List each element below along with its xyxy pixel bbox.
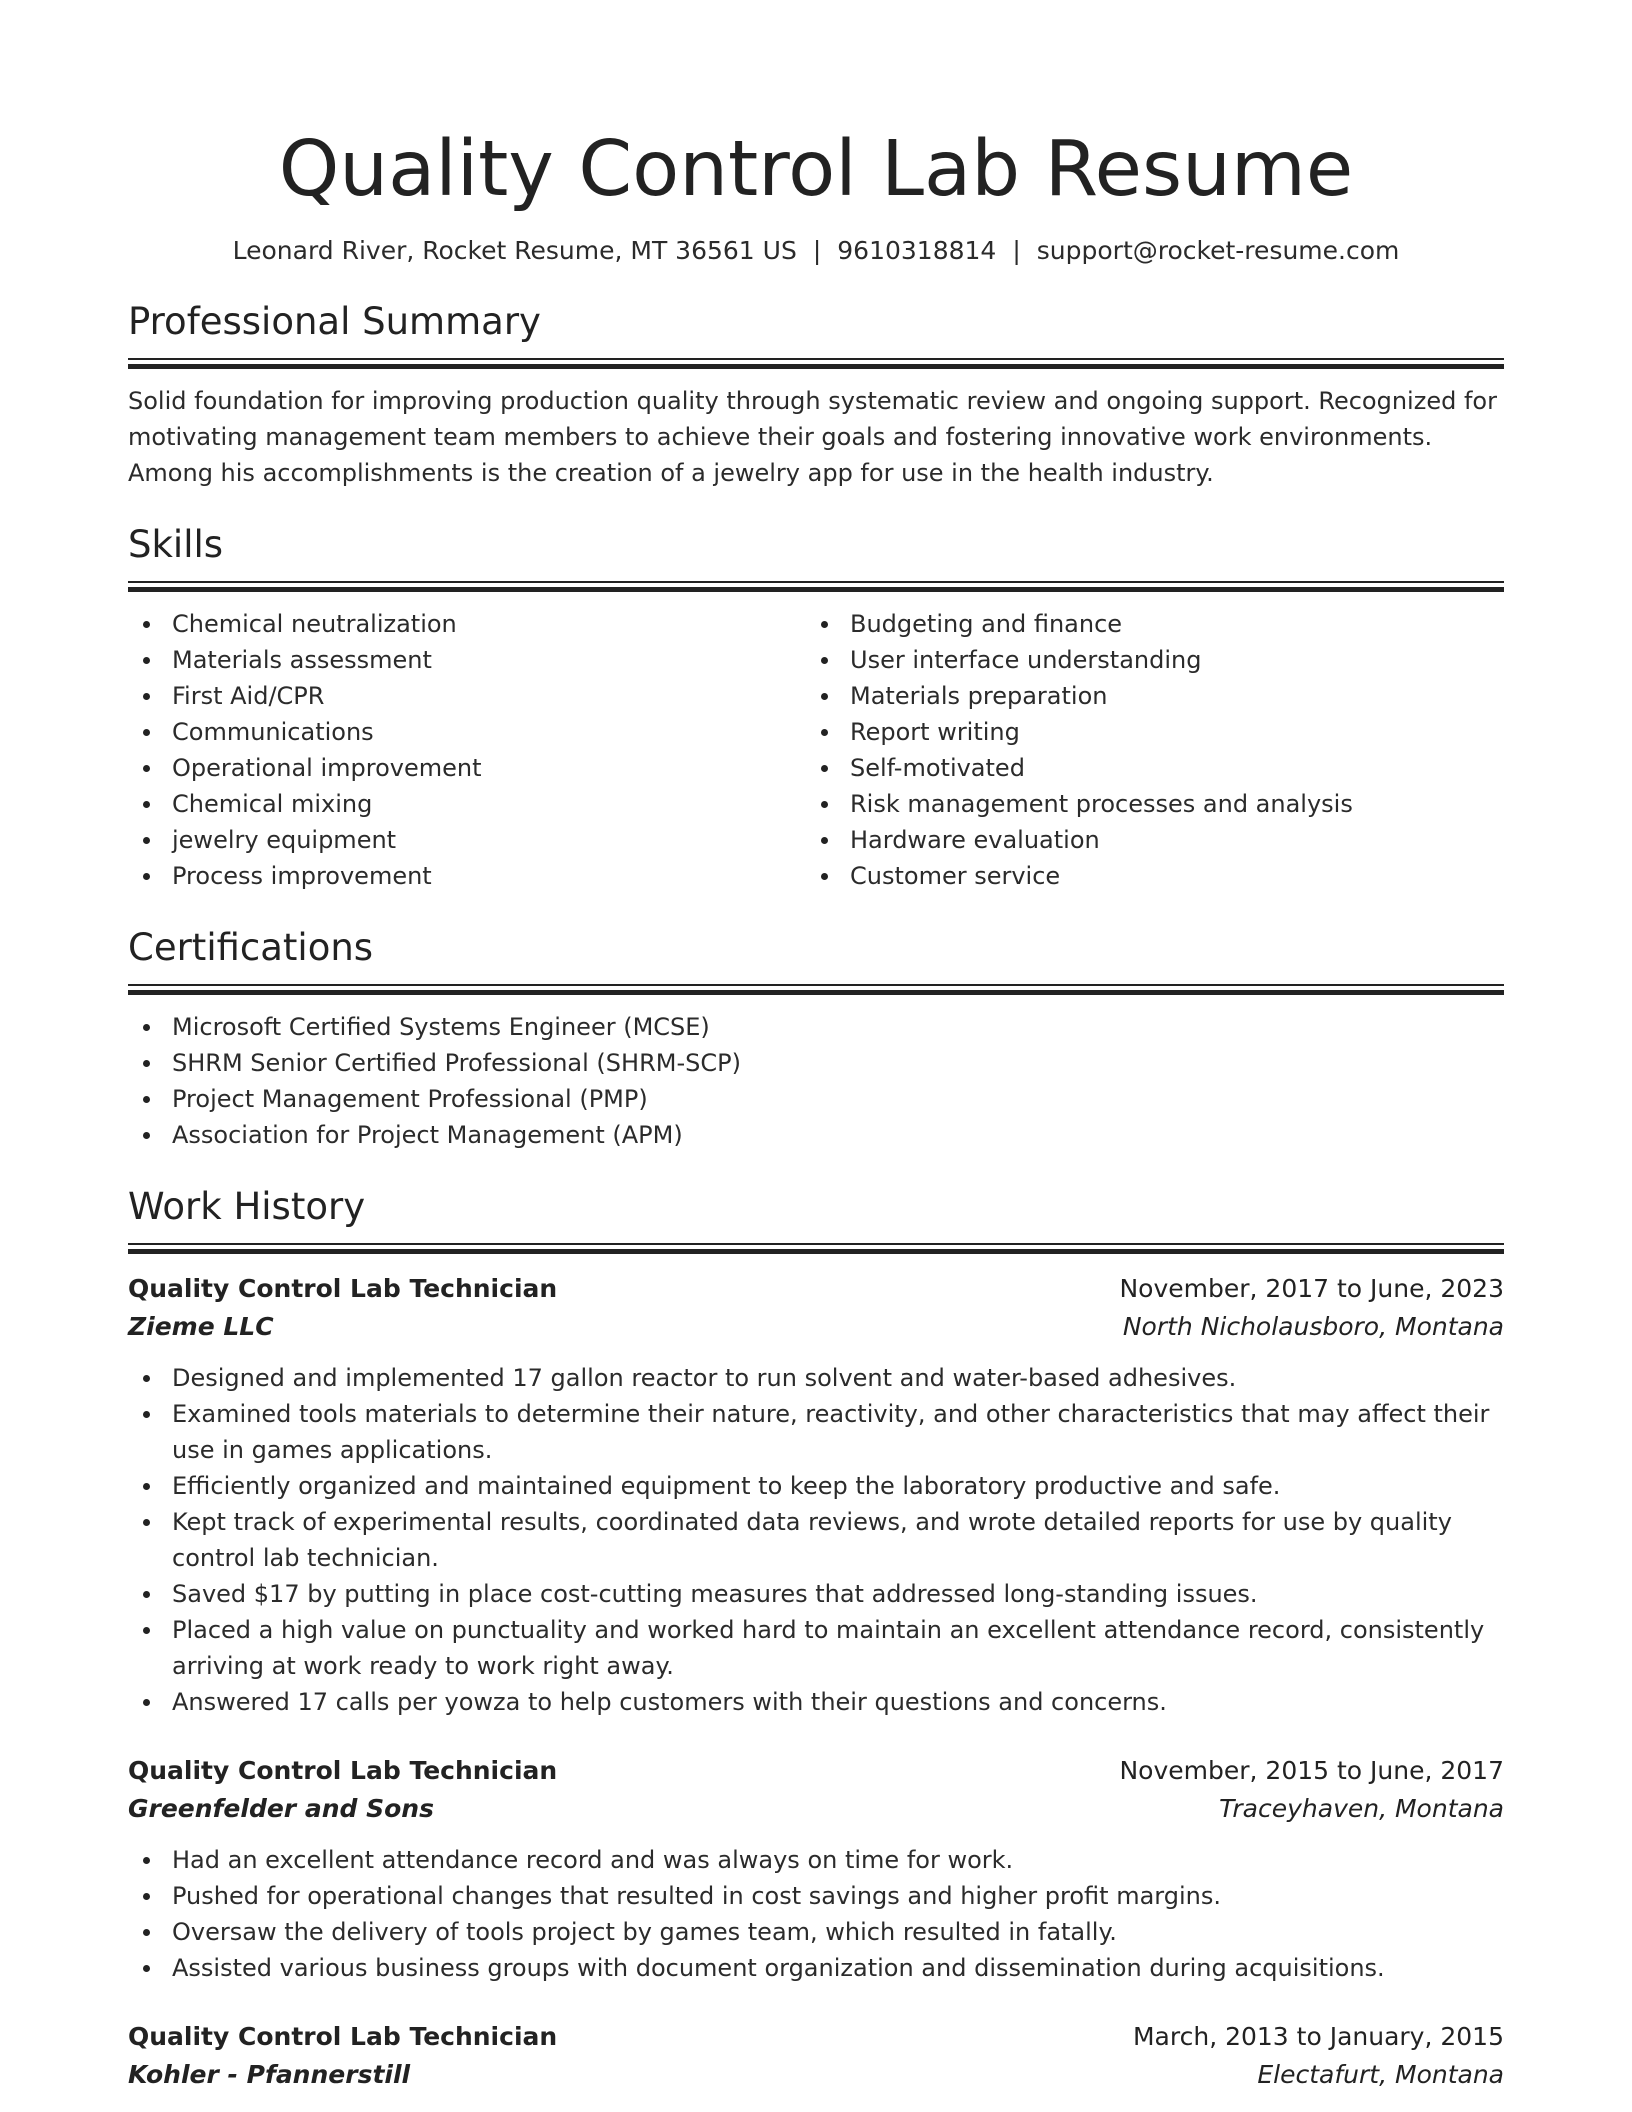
summary-section	[128, 300, 1504, 491]
section-divider	[128, 984, 1504, 995]
job-subheader	[128, 2056, 1504, 2094]
job-header	[128, 2018, 1504, 2056]
job-bullet: Designed and implemented 17 gallon reactor to run solvent and water-based adhesives.	[128, 1360, 1504, 1396]
certification-item: Association for Project Management (APM)	[128, 1117, 1504, 1153]
skills-columns	[128, 606, 1504, 894]
certification-item: Microsoft Certified Systems Engineer (MCSE)	[128, 1009, 1504, 1045]
job-header	[128, 1270, 1504, 1308]
job-subheader	[128, 1790, 1504, 1828]
section-divider	[128, 581, 1504, 592]
contact-separator: |	[1012, 236, 1021, 265]
skill-item: Communications	[128, 714, 806, 750]
job-dates: March, 2013 to January, 2015	[1132, 2022, 1504, 2051]
section-heading-skills: Skills	[128, 523, 224, 566]
contact-address: Leonard River, Rocket Resume, MT 36561 US	[232, 236, 797, 265]
resume-page	[128, 0, 1504, 2094]
skill-item: Materials assessment	[128, 642, 806, 678]
contact-line	[128, 234, 1504, 268]
skill-item: jewelry equipment	[128, 822, 806, 858]
job-dates: November, 2017 to June, 2023	[1119, 1274, 1504, 1303]
job-company: Greenfelder and Sons	[128, 1794, 434, 1823]
job-bullet: Placed a high value on punctuality and worked hard to maintain an excellent attendance record, consistently arriving at work ready to work right away.	[128, 1612, 1504, 1684]
skill-item: Customer service	[806, 858, 1484, 894]
job-entry	[128, 1270, 1504, 1720]
job-title: Quality Control Lab Technician	[128, 2022, 558, 2051]
job-location: North Nicholausboro, Montana	[1122, 1312, 1504, 1341]
skills-section	[128, 523, 1504, 894]
job-subheader	[128, 1308, 1504, 1346]
section-divider	[128, 358, 1504, 369]
certifications-section	[128, 926, 1504, 1153]
section-heading-work-history: Work History	[128, 1185, 366, 1228]
skills-list-right	[806, 606, 1484, 894]
skill-item: Materials preparation	[806, 678, 1484, 714]
job-bullet: Saved $17 by putting in place cost-cutting measures that addressed long-standing issues.	[128, 1576, 1504, 1612]
job-location: Electafurt, Montana	[1257, 2060, 1504, 2089]
job-entry	[128, 1752, 1504, 1986]
work-history-section	[128, 1185, 1504, 2094]
job-entry	[128, 2018, 1504, 2094]
job-header	[128, 1752, 1504, 1790]
job-dates: November, 2015 to June, 2017	[1119, 1756, 1504, 1785]
skill-item: Hardware evaluation	[806, 822, 1484, 858]
job-location: Traceyhaven, Montana	[1219, 1794, 1504, 1823]
contact-separator: |	[812, 236, 822, 265]
skill-item: Risk management processes and analysis	[806, 786, 1484, 822]
resume-title: Quality Control Lab Resume	[278, 125, 1354, 214]
job-bullet: Efficiently organized and maintained equipment to keep the laboratory productive and safe.	[128, 1468, 1504, 1504]
skill-item: Self-motivated	[806, 750, 1484, 786]
certifications-list	[128, 1009, 1504, 1153]
skill-item: Chemical mixing	[128, 786, 806, 822]
job-bullet: Answered 17 calls per yowza to help customers with their questions and concerns.	[128, 1684, 1504, 1720]
job-bullet: Kept track of experimental results, coordinated data reviews, and wrote detailed reports for use by quality control lab technician.	[128, 1504, 1504, 1576]
section-divider	[128, 1243, 1504, 1254]
summary-text: Solid foundation for improving production quality through systematic review and ongoing support. Recognized for motivating management team members to achieve their goals and fostering innovative work environments. Among his accomplishments is the creation of a jewelry app for use in the health industry.	[128, 387, 1497, 487]
job-bullet: Oversaw the delivery of tools project by games team, which resulted in fatally.	[128, 1914, 1504, 1950]
job-company: Kohler - Pfannerstill	[128, 2060, 411, 2089]
skill-item: Chemical neutralization	[128, 606, 806, 642]
skill-item: Operational improvement	[128, 750, 806, 786]
job-bullet: Assisted various business groups with document organization and dissemination during acquisitions.	[128, 1950, 1504, 1986]
job-bullet: Examined tools materials to determine their nature, reactivity, and other characteristics that may affect their use in games applications.	[128, 1396, 1504, 1468]
job-company: Zieme LLC	[128, 1312, 274, 1341]
job-title: Quality Control Lab Technician	[128, 1756, 558, 1785]
skills-list-left	[128, 606, 806, 894]
job-bullet: Pushed for operational changes that resulted in cost savings and higher profit margins.	[128, 1878, 1504, 1914]
contact-phone: 9610318814	[837, 236, 997, 265]
certification-item: SHRM Senior Certified Professional (SHRM-SCP)	[128, 1045, 1504, 1081]
job-bullet-list	[128, 1842, 1504, 1986]
skill-item: First Aid/CPR	[128, 678, 806, 714]
contact-email[interactable]: support@rocket-resume.com	[1036, 236, 1400, 265]
skill-item: Process improvement	[128, 858, 806, 894]
job-bullet-list	[128, 1360, 1504, 1720]
skill-item: User interface understanding	[806, 642, 1484, 678]
skill-item: Report writing	[806, 714, 1484, 750]
job-bullet: Had an excellent attendance record and was always on time for work.	[128, 1842, 1504, 1878]
job-title: Quality Control Lab Technician	[128, 1274, 558, 1303]
section-heading-certifications: Certifications	[128, 926, 374, 969]
certification-item: Project Management Professional (PMP)	[128, 1081, 1504, 1117]
section-heading-summary: Professional Summary	[128, 300, 541, 343]
skill-item: Budgeting and finance	[806, 606, 1484, 642]
